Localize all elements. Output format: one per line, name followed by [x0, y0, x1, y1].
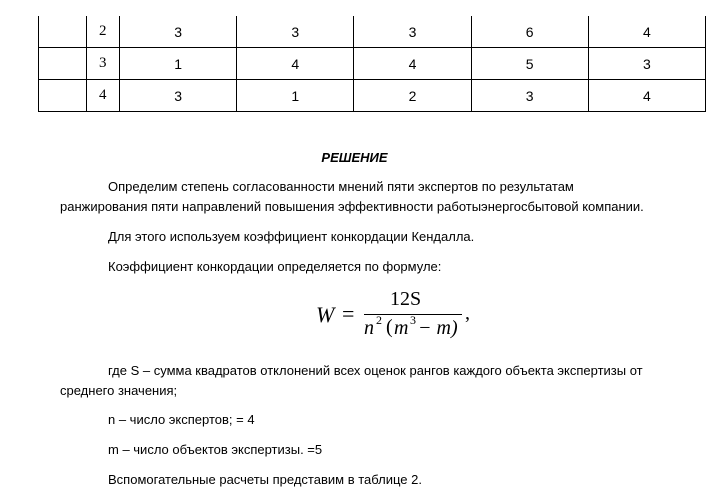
paragraph: m – число объектов экспертизы. =5 — [108, 442, 323, 457]
formula-den-m-exp: 3 — [410, 313, 416, 327]
paragraph-line: ранжирования пяти направлений повышения эффективности работыэнергосбытовой компании. — [60, 199, 644, 214]
table-cell: 1 — [237, 80, 354, 112]
table-cell: 4 — [237, 48, 354, 80]
formula-den-n-exp: 2 — [376, 313, 382, 327]
ranks-table — [38, 16, 706, 112]
solution-heading: РЕШЕНИЕ — [321, 150, 388, 165]
paragraph-line: где S – сумма квадратов отклонений всех оценок рангов каждого объекта экспертизы от — [108, 363, 643, 378]
formula-den-m: m — [394, 317, 409, 339]
row-number: 3 — [87, 48, 120, 80]
formula-equals: = — [342, 301, 355, 326]
table-row — [39, 16, 706, 48]
table-cell: 3 — [354, 16, 471, 48]
table-cell: 3 — [237, 16, 354, 48]
table-cell: 3 — [120, 80, 237, 112]
table-row — [39, 48, 706, 80]
formula-lhs: W — [316, 302, 335, 327]
table-cell — [39, 80, 87, 112]
formula-comma: , — [465, 302, 470, 324]
table-cell: 2 — [354, 80, 471, 112]
paragraph: Коэффициент конкордации определяется по формуле: — [108, 259, 442, 274]
table-cell: 5 — [471, 48, 588, 80]
table-cell: 4 — [354, 48, 471, 80]
table-cell: 3 — [471, 80, 588, 112]
table-cell: 6 — [471, 16, 588, 48]
paragraph-line: Определим степень согласованности мнений пяти экспертов по результатам — [108, 179, 574, 194]
row-number: 4 — [87, 80, 120, 112]
kendall-formula — [310, 284, 480, 344]
formula-den-open: ( — [386, 316, 393, 338]
formula-den-rest: − m) — [418, 317, 458, 339]
formula-den-n: n — [364, 317, 374, 339]
table-cell — [39, 16, 87, 48]
table-cell: 4 — [588, 80, 705, 112]
table-cell: 4 — [588, 16, 705, 48]
paragraph-line: среднего значения; — [60, 383, 178, 398]
table-cell: 3 — [588, 48, 705, 80]
row-number: 2 — [87, 16, 120, 48]
table-row — [39, 80, 706, 112]
table-cell: 3 — [120, 16, 237, 48]
paragraph: Для этого используем коэффициент конкордации Кендалла. — [108, 229, 475, 244]
paragraph: n – число экспертов; = 4 — [108, 412, 255, 427]
table-cell — [39, 48, 87, 80]
table-cell: 1 — [120, 48, 237, 80]
paragraph: Вспомогательные расчеты представим в таблице 2. — [108, 472, 422, 487]
formula-numerator: 12S — [390, 288, 422, 310]
